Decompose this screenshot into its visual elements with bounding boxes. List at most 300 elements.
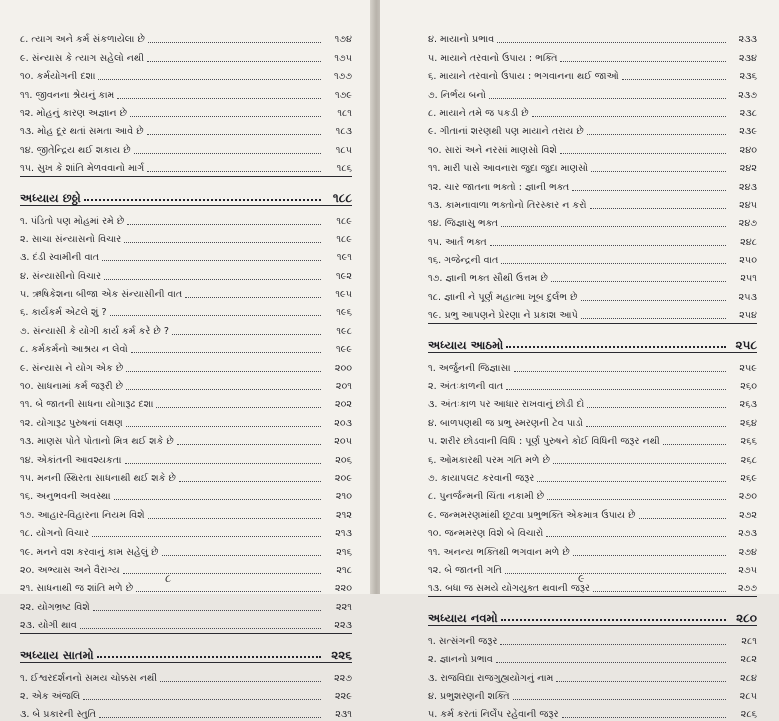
toc-entry <box>20 120 352 138</box>
dot-leader <box>551 281 726 282</box>
dot-leader <box>622 79 726 80</box>
toc-entry <box>20 264 352 282</box>
toc-entry-title: ૧૩. બધા જ સમયે યોગયુક્ત થવાની જરૂર <box>428 583 590 595</box>
dot-leader <box>125 463 322 464</box>
toc-entry-title: ૧૦. કર્મયોગની દશા <box>20 71 96 83</box>
toc-page-number: ૨૧૬ <box>336 546 352 558</box>
toc-entry-title: ૧૦. સારાં અને નરસાં માણસો વિશે <box>428 144 557 156</box>
toc-page-number: ૨૪૨ <box>739 163 757 175</box>
dot-leader <box>587 134 726 135</box>
toc-page-number: ૨૪૩ <box>739 181 757 193</box>
section-divider <box>20 633 352 634</box>
right-page <box>380 0 779 721</box>
toc-entry <box>20 666 352 684</box>
dot-leader <box>136 591 321 592</box>
toc-entry <box>428 629 757 647</box>
toc-page-number: ૨૩૩ <box>738 34 757 46</box>
toc-page-number: ૨૬૩ <box>739 399 757 411</box>
chapter-title: અધ્યાય સાતમો <box>20 648 94 663</box>
chapter-heading <box>20 180 352 204</box>
dot-leader <box>130 116 321 117</box>
toc-entry <box>20 209 352 227</box>
toc-entry <box>20 319 352 337</box>
toc-page-number: ૧૮૯ <box>336 215 352 227</box>
toc-page-number: ૨૨૯ <box>335 690 352 702</box>
toc-entry <box>428 685 757 703</box>
toc-entry-title: ૧૩. કામનાવાળા ભક્તોનો તિરસ્કાર ન કરો <box>428 199 587 211</box>
toc-entry-title: ૮. પુનર્જન્મની ચિંતા નકામી છે <box>428 491 545 503</box>
toc-entry-title: ૧૨. મોહનું કારણ અજ્ઞાન છે <box>20 107 127 119</box>
toc-entry <box>428 522 757 540</box>
toc-page-number: ૨૧૨ <box>336 509 352 521</box>
toc-entry <box>428 83 757 101</box>
toc-page-number: ૨૫૦ <box>739 255 757 267</box>
toc-list-right <box>428 28 757 721</box>
toc-entry <box>20 703 352 721</box>
toc-page-number: ૨૭૭ <box>738 583 757 595</box>
toc-page-number: ૨૪૮ <box>740 236 757 248</box>
toc-page-number: ૨૩૯ <box>739 126 757 138</box>
toc-entry <box>20 522 352 540</box>
toc-entry-title: ૧૯. પ્રભુ આપણને પ્રેરણા ને પ્રકાશ આપે <box>428 310 578 322</box>
toc-page-number: ૨૭૫ <box>738 564 757 576</box>
toc-entry-title: ૧૧. અનન્ય ભક્તિથી ભગવાન મળે છે <box>428 546 570 558</box>
dot-leader <box>147 171 321 172</box>
section-divider <box>428 352 757 353</box>
toc-page-number: ૧૯૨ <box>335 270 352 282</box>
section-divider <box>428 625 757 626</box>
toc-entry <box>428 120 757 138</box>
toc-entry <box>428 540 757 558</box>
dot-leader <box>117 98 321 99</box>
section-divider <box>20 176 352 177</box>
toc-page-number: ૨૩૭ <box>738 89 757 101</box>
toc-entry <box>20 577 352 595</box>
toc-entry-title: ૭. કાયાપલટ કરવાની જરૂર <box>428 472 535 484</box>
dot-leader <box>560 153 726 154</box>
toc-page-number: ૨૭૪ <box>738 546 757 558</box>
toc-page-number: ૧૯૬ <box>336 307 352 319</box>
toc-entry-title: ૧૪. જિજ્ઞાસુ ભક્ત <box>428 218 499 230</box>
toc-entry <box>428 375 757 393</box>
toc-entry <box>428 430 757 448</box>
toc-page-number: ૨૦૦ <box>334 362 352 374</box>
dot-leader <box>124 242 321 243</box>
toc-page-number: ૧૮૯ <box>336 233 352 245</box>
toc-entry-title: ૮. માયાને તમે જ પકડી છે <box>428 107 529 119</box>
toc-entry-title: ૧૪. એકાંતની આવશ્યકતા <box>20 454 122 466</box>
dot-leader <box>513 699 726 700</box>
toc-entry-title: ૨૧. સાધનાથી જ શાંતિ મળે છે <box>20 583 134 595</box>
toc-entry <box>20 503 352 521</box>
dot-leader <box>147 61 321 62</box>
toc-entry <box>20 338 352 356</box>
toc-page-number: ૨૦૯ <box>334 472 352 484</box>
toc-entry <box>428 393 757 411</box>
toc-entry <box>20 138 352 156</box>
toc-entry-title: ૧૫. આર્ત ભક્ત <box>428 236 487 248</box>
toc-page-number: ૨૫૧ <box>740 273 757 285</box>
dot-leader <box>177 444 321 445</box>
toc-entry <box>20 83 352 101</box>
dot-leader <box>99 717 321 718</box>
toc-entry <box>20 102 352 120</box>
toc-page-number: ૨૬૮ <box>740 454 757 466</box>
toc-page-number: ૨૩૮ <box>739 107 757 119</box>
dot-leader <box>556 681 726 682</box>
toc-page-number: ૨૨૧ <box>336 601 352 613</box>
dot-leader <box>162 555 321 556</box>
toc-entry <box>428 28 757 46</box>
toc-page-number: ૨૮૬ <box>740 709 757 721</box>
toc-entry <box>20 485 352 503</box>
toc-entry <box>20 356 352 374</box>
toc-entry <box>428 356 757 374</box>
toc-entry-title: ૫. માયાને તરવાનો ઉપાય : ભક્તિ <box>428 52 558 64</box>
toc-entry-title: ૨. સાચા સંન્યાસનો વિચાર <box>20 233 122 245</box>
toc-entry <box>428 411 757 429</box>
toc-entry-title: ૧૩. મોહ દૂર થતાં સમતા આવે છે <box>20 126 144 138</box>
dot-leader <box>506 389 726 390</box>
toc-page-number: ૧૯૯ <box>335 344 352 356</box>
toc-page-number: ૨૫૯ <box>739 362 757 374</box>
toc-entry-title: ૧૫. મનની સ્થિરતા સાધનાથી થઈ શકે છે <box>20 472 176 484</box>
dot-leader <box>126 389 321 390</box>
dot-leader <box>500 644 726 645</box>
toc-entry-title: ૧૦. સાધનામાં કર્મ જરૂરી છે <box>20 381 124 393</box>
toc-entry <box>20 614 352 632</box>
toc-entry <box>20 46 352 64</box>
chapter-title: અધ્યાય આઠમો <box>428 338 504 353</box>
toc-entry <box>428 648 757 666</box>
dot-leader <box>501 226 726 227</box>
dot-leader <box>501 619 726 621</box>
dot-leader <box>126 371 321 372</box>
dot-leader <box>505 573 726 574</box>
toc-entry <box>20 246 352 264</box>
toc-page-number: ૨૮૫ <box>739 690 757 702</box>
section-divider <box>428 323 757 324</box>
toc-page-number: ૨૪૭ <box>738 218 757 230</box>
toc-page-number: ૨૬૬ <box>740 436 757 448</box>
page-number-left: ૮ <box>165 572 172 585</box>
toc-entry-title: ૯. ગીતાનાં શરણથી પણ માયાને તરાય છે <box>428 126 584 138</box>
toc-entry-title: ૧૮. યોગનો વિચાર <box>20 528 90 540</box>
toc-entry <box>428 194 757 212</box>
dot-leader <box>92 536 321 537</box>
toc-entry <box>428 102 757 120</box>
toc-entry <box>20 411 352 429</box>
dot-leader <box>501 263 726 264</box>
toc-entry-title: ૧૨. યોગારૂઢ પુરુષનાં લક્ષણ <box>20 417 123 429</box>
dot-leader <box>506 346 726 348</box>
toc-page-number: ૨૧૮ <box>336 564 352 576</box>
toc-page-number: ૨૨૩ <box>334 620 352 632</box>
toc-entry <box>20 375 352 393</box>
toc-page-number: ૨૦૩ <box>334 417 352 429</box>
toc-page-number: ૨૦૧ <box>335 381 352 393</box>
dot-leader <box>572 190 726 191</box>
toc-entry <box>428 448 757 466</box>
section-divider <box>20 205 352 206</box>
toc-page-number: ૨૫૩ <box>738 291 757 303</box>
toc-page-number: ૨૭૨ <box>739 509 757 521</box>
toc-page-number: ૨૮૧ <box>741 635 757 647</box>
dot-leader <box>148 42 321 43</box>
dot-leader <box>547 499 726 500</box>
dot-leader <box>179 481 321 482</box>
dot-leader <box>573 555 726 556</box>
toc-page-number: ૨૬૪ <box>740 417 757 429</box>
toc-entry-title: ૪. સંન્યાસીનો વિચાર <box>20 270 102 282</box>
toc-entry-title: ૧૭. જ્ઞાની ભક્ત સૌથી ઉત્તમ છે <box>428 273 548 285</box>
toc-page-number: ૨૦૬ <box>335 454 352 466</box>
toc-page-number: ૨૭૩ <box>738 528 757 540</box>
dot-leader <box>127 224 321 225</box>
toc-entry <box>428 666 757 684</box>
chapter-title: અધ્યાય છઠ્ઠો <box>20 191 81 206</box>
toc-entry-title: ૧૭. આહાર-વિહારના નિયમ વિશે <box>20 509 145 521</box>
toc-page-number: ૨૫૮ <box>735 338 757 353</box>
toc-entry-title: ૭. સંન્યાસી કે યોગી કાર્ય કર્મ કરે છે ? <box>20 325 169 337</box>
dot-leader <box>581 318 726 319</box>
toc-entry <box>428 157 757 175</box>
toc-entry <box>20 28 352 46</box>
toc-entry-title: ૬. કાર્યકર્મ એટલે શું ? <box>20 307 107 319</box>
toc-entry <box>428 249 757 267</box>
toc-entry-title: ૯. સંન્યાસ ને યોગ એક છે <box>20 362 124 374</box>
toc-page-number: ૨૩૬ <box>739 71 757 83</box>
dot-leader <box>586 426 726 427</box>
dot-leader <box>581 300 726 301</box>
toc-entry-title: ૮. કર્મકર્મનો આશ્રય ન લેવો <box>20 344 128 356</box>
toc-page-number: ૨૫૪ <box>739 310 757 322</box>
toc-page-number: ૧૮૬ <box>336 163 352 175</box>
toc-entry <box>428 175 757 193</box>
dot-leader <box>185 297 321 298</box>
toc-entry <box>428 138 757 156</box>
toc-page-number: ૧૮૮ <box>332 191 352 206</box>
dot-leader <box>593 591 726 592</box>
dot-leader <box>587 407 726 408</box>
toc-page-number: ૨૨૭ <box>334 672 352 684</box>
dot-leader <box>148 518 321 519</box>
dot-leader <box>532 116 726 117</box>
toc-entry-title: ૪. પ્રભુશરણની શક્તિ <box>428 690 510 702</box>
toc-page-number: ૨૦૫ <box>334 436 352 448</box>
dot-leader <box>156 407 321 408</box>
dot-leader <box>553 463 726 464</box>
toc-entry-title: ૧. પંડિતો પણ મોહમાં રમે છે <box>20 215 125 227</box>
dot-leader <box>84 199 321 201</box>
toc-page-number: ૨૧૦ <box>335 491 352 503</box>
toc-entry-title: ૧૮. જ્ઞાની ને પૂર્ણ મહાત્મા ખૂબ દુર્લભ છે <box>428 291 578 303</box>
toc-page-number: ૨૧૩ <box>335 528 352 540</box>
toc-entry <box>428 503 757 521</box>
dot-leader <box>98 79 321 80</box>
toc-entry-title: ૩. અંતઃકાળ પર આધાર રાખવાનું છોડી દો <box>428 399 585 411</box>
dot-leader <box>83 699 321 700</box>
left-page <box>0 0 374 721</box>
dot-leader <box>496 662 726 663</box>
dot-leader <box>102 260 321 261</box>
toc-page-number: ૧૯૧ <box>336 252 352 264</box>
toc-page-number: ૧૭૫ <box>334 52 352 64</box>
dot-leader <box>110 315 321 316</box>
chapter-heading <box>428 327 757 351</box>
dot-leader <box>514 371 726 372</box>
toc-entry <box>20 393 352 411</box>
toc-entry-title: ૧૪. જીતેન્દ્રિય થઈ શકાય છે <box>20 144 131 156</box>
toc-entry <box>428 467 757 485</box>
toc-page-number: ૨૨૦ <box>334 583 352 595</box>
toc-entry <box>428 485 757 503</box>
toc-entry-title: ૪. બાળપણથી જ પ્રભુ સ્મરણની ટેવ પાડો <box>428 417 584 429</box>
dot-leader <box>97 656 321 658</box>
toc-entry <box>20 467 352 485</box>
toc-page-number: ૨૭૦ <box>738 491 757 503</box>
toc-entry-title: ૭. નિર્ભય બનો <box>428 89 486 101</box>
toc-entry <box>428 267 757 285</box>
toc-entry-title: ૩. દંડી સ્વામીની વાત <box>20 252 100 264</box>
toc-entry-title: ૬. માયાને તરવાનો ઉપાય : ભગવાનના થઈ જાઓ <box>428 71 619 83</box>
toc-entry-title: ૨૩. યોગી થાવ <box>20 620 77 632</box>
toc-entry <box>20 430 352 448</box>
dot-leader <box>639 518 726 519</box>
toc-page-number: ૧૭૪ <box>334 34 352 46</box>
toc-entry <box>20 595 352 613</box>
toc-list-left <box>20 28 352 721</box>
toc-entry-title: ૮. ત્યાગ અને કર્મ સંકળાયેલા છે <box>20 34 145 46</box>
dot-leader <box>93 610 321 611</box>
toc-page-number: ૧૭૭ <box>333 71 352 83</box>
toc-page-number: ૨૪૦ <box>739 144 757 156</box>
toc-entry-title: ૧૯. મનને વશ કરવાનું કામ સહેલું છે <box>20 546 159 558</box>
toc-entry-title: ૧૧. બે જાતની સાધના યોગારૂઢ દશા <box>20 399 154 411</box>
toc-entry <box>428 65 757 83</box>
toc-entry-title: ૧૨. બે જાતની ગતિ <box>428 564 502 576</box>
toc-entry <box>20 157 352 175</box>
toc-entry <box>20 301 352 319</box>
dot-leader <box>114 499 321 500</box>
toc-entry <box>428 304 757 322</box>
toc-entry-title: ૨. એક અંજલિ <box>20 690 81 702</box>
toc-entry-title: ૧૧. મારી પાસે આવનારા જુદા જુદા માણસો <box>428 163 589 175</box>
dot-leader <box>126 426 321 427</box>
section-divider <box>20 662 352 663</box>
toc-entry-title: ૬. ઓમકારથી પરમ ગતિ મળે છે <box>428 454 550 466</box>
toc-entry-title: ૧૬. અનુભવની અવસ્થા <box>20 491 111 503</box>
toc-page-number: ૨૮૨ <box>740 654 757 666</box>
dot-leader <box>537 481 726 482</box>
toc-page-number: ૧૭૯ <box>334 89 352 101</box>
toc-page-number: ૨૩૪ <box>739 52 757 64</box>
toc-entry-title: ૪. માયાનો પ્રભાવ <box>428 34 495 46</box>
toc-page-number: ૧૮૫ <box>335 144 352 156</box>
toc-page-number: ૧૮૩ <box>335 126 352 138</box>
toc-entry <box>428 46 757 64</box>
dot-leader <box>490 245 726 246</box>
dot-leader <box>560 61 726 62</box>
toc-entry-title: ૨. અંતઃકાળની વાત <box>428 381 504 393</box>
dot-leader <box>590 208 726 209</box>
toc-entry-title: ૧. ઈશ્વરદર્શનનો સમય ચોક્કસ નથી <box>20 672 158 684</box>
toc-page-number: ૨૩૧ <box>335 709 352 721</box>
toc-page-number: ૨૬૯ <box>740 472 757 484</box>
toc-entry <box>428 703 757 721</box>
toc-entry-title: ૧૨. ચાર જાતના ભક્તો : જ્ઞાની ભક્ત <box>428 181 570 193</box>
chapter-title: અધ્યાય નવમો <box>428 611 498 626</box>
toc-entry <box>20 559 352 577</box>
toc-entry-title: ૧. સત્સંગની જરૂર <box>428 635 498 647</box>
dot-leader <box>131 352 321 353</box>
dot-leader <box>104 279 321 280</box>
toc-entry <box>428 212 757 230</box>
toc-entry <box>20 540 352 558</box>
toc-page-number: ૨૪૫ <box>739 199 757 211</box>
toc-entry <box>428 559 757 577</box>
dot-leader <box>562 717 726 718</box>
dot-leader <box>80 628 321 629</box>
toc-entry-title: ૯. સંન્યાસ કે ત્યાગ સહેલો નથી <box>20 52 145 64</box>
dot-leader <box>134 153 321 154</box>
toc-entry <box>428 230 757 248</box>
toc-page-number: ૨૨૬ <box>331 648 352 663</box>
toc-entry-title: ૧૩. માણસ પોતે પોતાનો મિત્ર થઈ શકે છે <box>20 436 174 448</box>
dot-leader <box>123 573 321 574</box>
toc-entry <box>428 577 757 595</box>
chapter-heading <box>20 637 352 661</box>
page-number-right: ૯ <box>578 572 585 585</box>
toc-entry-title: ૨. જ્ઞાનનો પ્રભાવ <box>428 654 493 666</box>
toc-entry <box>20 448 352 466</box>
toc-page-number: ૨૬૦ <box>740 381 757 393</box>
toc-entry-title: ૨૨. યોગભ્રષ્ટ વિશે <box>20 601 90 613</box>
chapter-heading <box>428 600 757 624</box>
dot-leader <box>546 536 726 537</box>
toc-entry-title: ૧૦. જન્મમરણ વિશે બે વિચારો <box>428 528 544 540</box>
toc-page-number: ૧૯૮ <box>336 325 352 337</box>
toc-entry-title: ૫. ઋષિકેશના બીજા એક સંન્યાસીની વાત <box>20 289 183 301</box>
toc-entry <box>20 228 352 246</box>
toc-entry-title: ૩. બે પ્રકારની સ્તુતિ <box>20 709 97 721</box>
toc-page-number: ૨૦૨ <box>334 399 352 411</box>
toc-entry-title: ૯. જન્મમરણમાંથી છૂટવા પ્રભુભક્તિ એકમાત્ર ઉપાય છે <box>428 509 636 521</box>
toc-entry <box>20 685 352 703</box>
toc-entry-title: ૧૫. સુખ કે શાંતિ મેળવવાનો માર્ગ <box>20 163 145 175</box>
dot-leader <box>497 42 726 43</box>
toc-page-number: ૨૮૦ <box>736 611 757 626</box>
toc-page-number: ૧૯૫ <box>335 289 352 301</box>
section-divider <box>428 596 757 597</box>
dot-leader <box>160 681 321 682</box>
toc-entry-title: ૩. રાજવિદ્યા રાજગુહ્યયોગનું નામ <box>428 672 554 684</box>
dot-leader <box>172 334 321 335</box>
toc-entry <box>20 65 352 83</box>
toc-entry <box>20 283 352 301</box>
dot-leader <box>663 444 726 445</box>
toc-page-number: ૧૮૧ <box>337 107 352 119</box>
dot-leader <box>489 98 726 99</box>
dot-leader <box>591 171 726 172</box>
toc-entry-title: ૫. શરીર છોડવાની વિધિ : પૂર્ણ પુરુષને કોઈ વિધિની જરૂર નથી <box>428 436 660 448</box>
toc-entry <box>428 285 757 303</box>
toc-page-number: ૨૮૪ <box>740 672 757 684</box>
toc-entry-title: ૧. અર્જુનની જિજ્ઞાસા <box>428 362 511 374</box>
toc-entry-title: ૧૬. ગજેન્દ્રની વાત <box>428 255 499 267</box>
dot-leader <box>147 134 321 135</box>
toc-entry-title: ૨૦. અભ્યાસ અને વૈરાગ્ય <box>20 564 120 576</box>
